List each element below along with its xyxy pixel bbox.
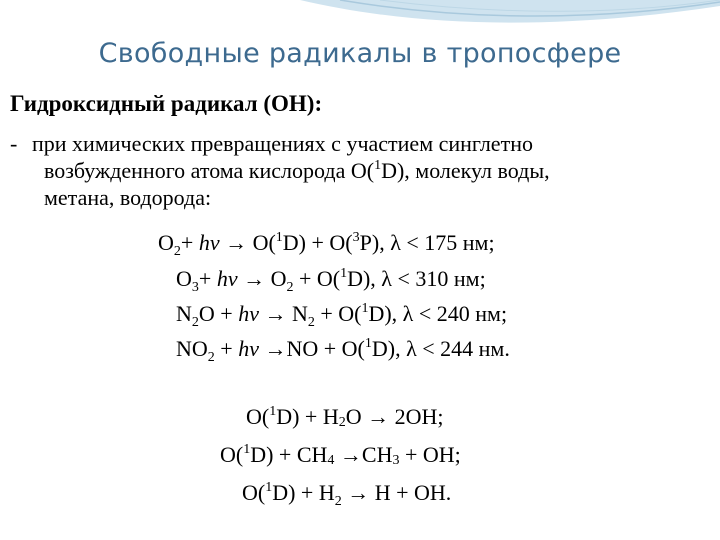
bullet-line-1 bbox=[10, 130, 710, 157]
bullet-line-2-sup: 1 bbox=[374, 158, 382, 173]
bullet-line-1-text: при химических превращениях с участием синглетно bbox=[32, 131, 533, 156]
slide-title: Свободные радикалы в тропосфере bbox=[98, 38, 622, 69]
reaction-od-water: O($^1$D) + H2O → 2OH; bbox=[246, 404, 444, 430]
bullet-line-3-text: метана, водорода: bbox=[44, 185, 212, 210]
reaction-o3-photolysis: $O_3+ h\nu \to O_2 + O(^1D)$, λ < 310 нм; bbox=[176, 266, 486, 295]
bullet-text bbox=[10, 130, 710, 211]
header-wave-decoration bbox=[0, 0, 720, 40]
reaction-no2-photolysis: $NO_2 + h\nu \to NO + O(^1D)$, λ < 244 нм. bbox=[176, 336, 510, 365]
reaction-od-methane: O($^1$D) + CH4 →CH3 + OH; bbox=[220, 442, 461, 468]
reaction-od-hydrogen: $O(^1D) + H_2 \to H$ + OH. bbox=[242, 480, 452, 509]
bullet-line-3 bbox=[10, 184, 710, 211]
bullet-line-2-end: D), молекул воды, bbox=[381, 158, 550, 183]
bullet-line-2 bbox=[10, 157, 710, 184]
bullet-dash: - bbox=[10, 131, 18, 156]
section-heading: Гидроксидный радикал (ОН): bbox=[10, 91, 323, 116]
bullet-line-2-text: возбужденного атома кислорода О( bbox=[44, 158, 375, 183]
reaction-o2-photolysis: $O_2+ h\nu \to O(^1D) + O(^3P)$, λ < 175 нм; bbox=[158, 230, 495, 259]
reaction-n2o-photolysis: $N_2O + h\nu \to N_2 + O(^1D)$, λ < 240 нм; bbox=[176, 301, 508, 330]
